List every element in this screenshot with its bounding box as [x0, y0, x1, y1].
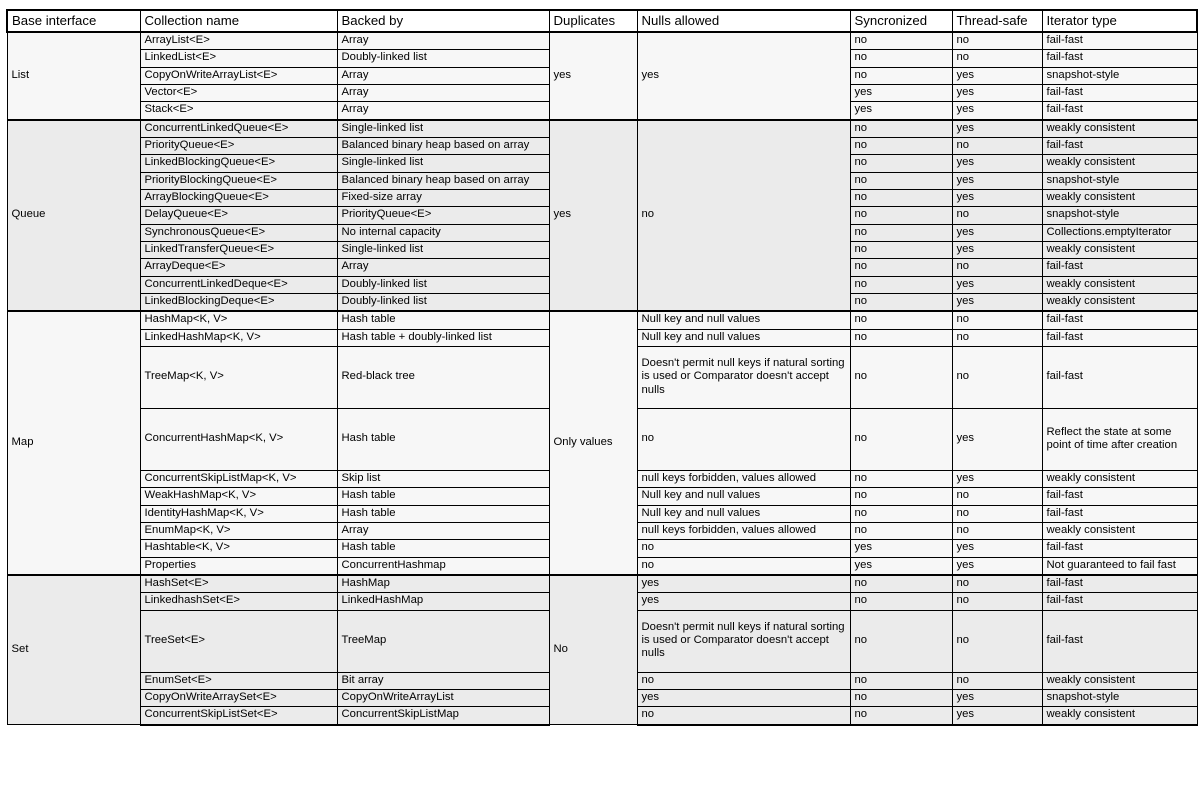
syncronized-cell: yes: [850, 557, 952, 575]
backed-by-cell: Single-linked list: [337, 120, 549, 138]
backed-by-cell: PriorityQueue<E>: [337, 207, 549, 224]
syncronized-cell: no: [850, 189, 952, 206]
collection-name-cell: HashSet<E>: [140, 575, 337, 593]
syncronized-cell: no: [850, 408, 952, 470]
collection-name-cell: ArrayDeque<E>: [140, 259, 337, 276]
nulls-allowed-cell: no: [637, 557, 850, 575]
backed-by-cell: Hash table: [337, 505, 549, 522]
iterator-type-cell: weakly consistent: [1042, 120, 1197, 138]
iterator-type-cell: Not guaranteed to fail fast: [1042, 557, 1197, 575]
backed-by-cell: Doubly-linked list: [337, 276, 549, 293]
thread-safe-cell: yes: [952, 120, 1042, 138]
thread-safe-cell: no: [952, 259, 1042, 276]
collection-name-cell: Vector<E>: [140, 84, 337, 101]
iterator-type-cell: weakly consistent: [1042, 672, 1197, 689]
section-queue: [7, 120, 1197, 312]
collection-name-cell: DelayQueue<E>: [140, 207, 337, 224]
iterator-type-cell: fail-fast: [1042, 50, 1197, 67]
syncronized-cell: no: [850, 593, 952, 610]
backed-by-cell: Fixed-size array: [337, 189, 549, 206]
syncronized-cell: no: [850, 329, 952, 346]
nulls-allowed-cell: no: [637, 120, 850, 312]
table-row: [7, 575, 1197, 593]
nulls-allowed-cell: yes: [637, 32, 850, 120]
syncronized-cell: yes: [850, 102, 952, 120]
thread-safe-cell: yes: [952, 84, 1042, 101]
collection-name-cell: ConcurrentLinkedQueue<E>: [140, 120, 337, 138]
iterator-type-cell: snapshot-style: [1042, 67, 1197, 84]
duplicates-cell: No: [549, 575, 637, 725]
base-interface-cell: Map: [7, 311, 140, 575]
collection-name-cell: WeakHashMap<K, V>: [140, 488, 337, 505]
thread-safe-cell: no: [952, 672, 1042, 689]
thread-safe-cell: no: [952, 311, 1042, 329]
collection-name-cell: CopyOnWriteArraySet<E>: [140, 689, 337, 706]
collection-name-cell: HashMap<K, V>: [140, 311, 337, 329]
collection-name-cell: IdentityHashMap<K, V>: [140, 505, 337, 522]
backed-by-cell: Array: [337, 522, 549, 539]
backed-by-cell: Hash table: [337, 311, 549, 329]
backed-by-cell: Array: [337, 67, 549, 84]
iterator-type-cell: fail-fast: [1042, 137, 1197, 154]
syncronized-cell: no: [850, 276, 952, 293]
iterator-type-cell: fail-fast: [1042, 575, 1197, 593]
thread-safe-cell: no: [952, 32, 1042, 50]
nulls-allowed-cell: Null key and null values: [637, 488, 850, 505]
collection-name-cell: PriorityBlockingQueue<E>: [140, 172, 337, 189]
iterator-type-cell: fail-fast: [1042, 102, 1197, 120]
syncronized-cell: no: [850, 522, 952, 539]
backed-by-cell: Single-linked list: [337, 241, 549, 258]
backed-by-cell: No internal capacity: [337, 224, 549, 241]
thread-safe-cell: yes: [952, 224, 1042, 241]
collection-name-cell: CopyOnWriteArrayList<E>: [140, 67, 337, 84]
thread-safe-cell: yes: [952, 102, 1042, 120]
table-row: [7, 32, 1197, 50]
nulls-allowed-cell: no: [637, 672, 850, 689]
thread-safe-cell: no: [952, 346, 1042, 408]
thread-safe-cell: no: [952, 137, 1042, 154]
backed-by-cell: CopyOnWriteArrayList: [337, 689, 549, 706]
nulls-allowed-cell: yes: [637, 689, 850, 706]
thread-safe-cell: yes: [952, 189, 1042, 206]
thread-safe-cell: yes: [952, 470, 1042, 487]
backed-by-cell: TreeMap: [337, 610, 549, 672]
iterator-type-cell: weakly consistent: [1042, 293, 1197, 311]
collection-name-cell: SynchronousQueue<E>: [140, 224, 337, 241]
backed-by-cell: Hash table + doubly-linked list: [337, 329, 549, 346]
iterator-type-cell: snapshot-style: [1042, 689, 1197, 706]
table-row: [7, 311, 1197, 329]
column-header-syncronized: Syncronized: [850, 10, 952, 32]
iterator-type-cell: fail-fast: [1042, 488, 1197, 505]
iterator-type-cell: weakly consistent: [1042, 276, 1197, 293]
thread-safe-cell: no: [952, 488, 1042, 505]
iterator-type-cell: weakly consistent: [1042, 522, 1197, 539]
collection-name-cell: Hashtable<K, V>: [140, 540, 337, 557]
thread-safe-cell: yes: [952, 408, 1042, 470]
column-header-duplicates: Duplicates: [549, 10, 637, 32]
syncronized-cell: yes: [850, 84, 952, 101]
thread-safe-cell: yes: [952, 276, 1042, 293]
syncronized-cell: no: [850, 488, 952, 505]
collection-name-cell: ConcurrentLinkedDeque<E>: [140, 276, 337, 293]
table-row: [7, 120, 1197, 138]
base-interface-cell: Set: [7, 575, 140, 725]
backed-by-cell: ConcurrentSkipListMap: [337, 707, 549, 725]
syncronized-cell: no: [850, 575, 952, 593]
iterator-type-cell: weakly consistent: [1042, 470, 1197, 487]
backed-by-cell: Doubly-linked list: [337, 50, 549, 67]
backed-by-cell: Hash table: [337, 488, 549, 505]
iterator-type-cell: snapshot-style: [1042, 207, 1197, 224]
collections-comparison-table: [6, 9, 1198, 726]
syncronized-cell: no: [850, 672, 952, 689]
backed-by-cell: Balanced binary heap based on array: [337, 137, 549, 154]
backed-by-cell: Balanced binary heap based on array: [337, 172, 549, 189]
collection-name-cell: EnumSet<E>: [140, 672, 337, 689]
duplicates-cell: yes: [549, 120, 637, 312]
collection-name-cell: TreeSet<E>: [140, 610, 337, 672]
syncronized-cell: no: [850, 67, 952, 84]
iterator-type-cell: snapshot-style: [1042, 172, 1197, 189]
backed-by-cell: Skip list: [337, 470, 549, 487]
syncronized-cell: no: [850, 346, 952, 408]
iterator-type-cell: fail-fast: [1042, 505, 1197, 522]
backed-by-cell: Array: [337, 84, 549, 101]
iterator-type-cell: fail-fast: [1042, 610, 1197, 672]
iterator-type-cell: weakly consistent: [1042, 707, 1197, 725]
backed-by-cell: Hash table: [337, 408, 549, 470]
syncronized-cell: no: [850, 689, 952, 706]
collection-name-cell: LinkedhashSet<E>: [140, 593, 337, 610]
section-map: [7, 311, 1197, 575]
column-header-nulls-allowed: Nulls allowed: [637, 10, 850, 32]
syncronized-cell: no: [850, 241, 952, 258]
syncronized-cell: no: [850, 707, 952, 725]
collection-name-cell: LinkedList<E>: [140, 50, 337, 67]
thread-safe-cell: yes: [952, 241, 1042, 258]
thread-safe-cell: yes: [952, 293, 1042, 311]
nulls-allowed-cell: Null key and null values: [637, 311, 850, 329]
thread-safe-cell: no: [952, 329, 1042, 346]
collection-name-cell: ArrayList<E>: [140, 32, 337, 50]
iterator-type-cell: fail-fast: [1042, 346, 1197, 408]
syncronized-cell: no: [850, 137, 952, 154]
iterator-type-cell: Collections.emptyIterator: [1042, 224, 1197, 241]
collection-name-cell: LinkedBlockingQueue<E>: [140, 155, 337, 172]
duplicates-cell: Only values: [549, 311, 637, 575]
syncronized-cell: no: [850, 120, 952, 138]
thread-safe-cell: yes: [952, 689, 1042, 706]
nulls-allowed-cell: yes: [637, 575, 850, 593]
nulls-allowed-cell: Null key and null values: [637, 329, 850, 346]
collection-name-cell: ConcurrentSkipListSet<E>: [140, 707, 337, 725]
syncronized-cell: no: [850, 311, 952, 329]
nulls-allowed-cell: no: [637, 707, 850, 725]
iterator-type-cell: fail-fast: [1042, 32, 1197, 50]
column-header-collection-name: Collection name: [140, 10, 337, 32]
thread-safe-cell: yes: [952, 172, 1042, 189]
section-list: [7, 32, 1197, 120]
syncronized-cell: no: [850, 172, 952, 189]
thread-safe-cell: no: [952, 610, 1042, 672]
nulls-allowed-cell: null keys forbidden, values allowed: [637, 470, 850, 487]
syncronized-cell: no: [850, 610, 952, 672]
syncronized-cell: yes: [850, 540, 952, 557]
column-header-base-interface: Base interface: [7, 10, 140, 32]
iterator-type-cell: fail-fast: [1042, 84, 1197, 101]
syncronized-cell: no: [850, 207, 952, 224]
syncronized-cell: no: [850, 505, 952, 522]
backed-by-cell: Doubly-linked list: [337, 293, 549, 311]
thread-safe-cell: no: [952, 593, 1042, 610]
backed-by-cell: Array: [337, 259, 549, 276]
collection-name-cell: Properties: [140, 557, 337, 575]
nulls-allowed-cell: Doesn't permit null keys if natural sorting is used or Comparator doesn't accept nulls: [637, 610, 850, 672]
syncronized-cell: no: [850, 259, 952, 276]
collection-name-cell: Stack<E>: [140, 102, 337, 120]
syncronized-cell: no: [850, 50, 952, 67]
syncronized-cell: no: [850, 224, 952, 241]
backed-by-cell: Array: [337, 32, 549, 50]
syncronized-cell: no: [850, 293, 952, 311]
syncronized-cell: no: [850, 32, 952, 50]
column-header-iterator-type: Iterator type: [1042, 10, 1197, 32]
iterator-type-cell: Reflect the state at some point of time after creation: [1042, 408, 1197, 470]
nulls-allowed-cell: null keys forbidden, values allowed: [637, 522, 850, 539]
iterator-type-cell: fail-fast: [1042, 259, 1197, 276]
nulls-allowed-cell: no: [637, 408, 850, 470]
syncronized-cell: no: [850, 155, 952, 172]
collection-name-cell: ConcurrentSkipListMap<K, V>: [140, 470, 337, 487]
backed-by-cell: Red-black tree: [337, 346, 549, 408]
iterator-type-cell: fail-fast: [1042, 311, 1197, 329]
thread-safe-cell: yes: [952, 67, 1042, 84]
backed-by-cell: Hash table: [337, 540, 549, 557]
backed-by-cell: Bit array: [337, 672, 549, 689]
backed-by-cell: ConcurrentHashmap: [337, 557, 549, 575]
backed-by-cell: Single-linked list: [337, 155, 549, 172]
collection-name-cell: LinkedTransferQueue<E>: [140, 241, 337, 258]
base-interface-cell: Queue: [7, 120, 140, 312]
collection-name-cell: TreeMap<K, V>: [140, 346, 337, 408]
thread-safe-cell: yes: [952, 557, 1042, 575]
thread-safe-cell: no: [952, 207, 1042, 224]
nulls-allowed-cell: yes: [637, 593, 850, 610]
header-row: [7, 10, 1197, 32]
nulls-allowed-cell: Doesn't permit null keys if natural sorting is used or Comparator doesn't accept nulls: [637, 346, 850, 408]
collection-name-cell: PriorityQueue<E>: [140, 137, 337, 154]
thread-safe-cell: no: [952, 505, 1042, 522]
iterator-type-cell: fail-fast: [1042, 593, 1197, 610]
thread-safe-cell: yes: [952, 155, 1042, 172]
collection-name-cell: EnumMap<K, V>: [140, 522, 337, 539]
iterator-type-cell: fail-fast: [1042, 540, 1197, 557]
thread-safe-cell: no: [952, 522, 1042, 539]
collection-name-cell: ArrayBlockingQueue<E>: [140, 189, 337, 206]
syncronized-cell: no: [850, 470, 952, 487]
iterator-type-cell: fail-fast: [1042, 329, 1197, 346]
section-set: [7, 575, 1197, 725]
thread-safe-cell: no: [952, 575, 1042, 593]
table-header: [7, 10, 1197, 32]
backed-by-cell: Array: [337, 102, 549, 120]
thread-safe-cell: yes: [952, 707, 1042, 725]
collection-name-cell: LinkedHashMap<K, V>: [140, 329, 337, 346]
thread-safe-cell: yes: [952, 540, 1042, 557]
iterator-type-cell: weakly consistent: [1042, 241, 1197, 258]
nulls-allowed-cell: no: [637, 540, 850, 557]
column-header-thread-safe: Thread-safe: [952, 10, 1042, 32]
backed-by-cell: LinkedHashMap: [337, 593, 549, 610]
column-header-backed-by: Backed by: [337, 10, 549, 32]
iterator-type-cell: weakly consistent: [1042, 155, 1197, 172]
iterator-type-cell: weakly consistent: [1042, 189, 1197, 206]
duplicates-cell: yes: [549, 32, 637, 120]
base-interface-cell: List: [7, 32, 140, 120]
collection-name-cell: LinkedBlockingDeque<E>: [140, 293, 337, 311]
backed-by-cell: HashMap: [337, 575, 549, 593]
thread-safe-cell: no: [952, 50, 1042, 67]
nulls-allowed-cell: Null key and null values: [637, 505, 850, 522]
collection-name-cell: ConcurrentHashMap<K, V>: [140, 408, 337, 470]
